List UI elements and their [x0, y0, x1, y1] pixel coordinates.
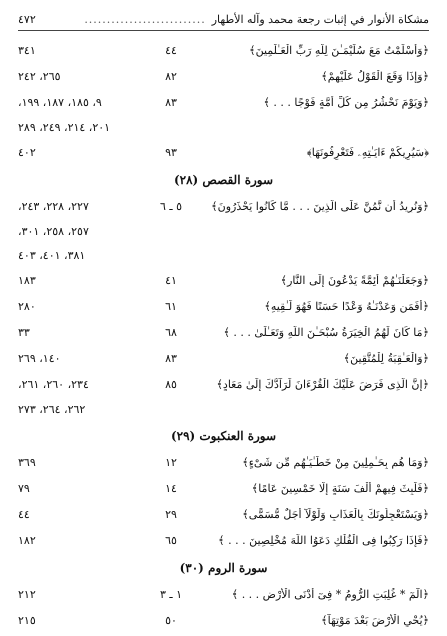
- verse-text: ﴿سَيُرِيكُمْ ءَايَـٰتِهِۦ فَتَعْرِفُونَهَا﴾: [306, 146, 429, 159]
- verse-number: ٦١: [165, 300, 177, 313]
- verse-number: ٥٠: [165, 614, 177, 627]
- verse-number: ٤١: [165, 274, 177, 287]
- verse-text: ﴿أَفَمَن وَعَدْنَـٰهُ وَعْدًا حَسَنًا فَهُوَ لَـٰقِيهِ﴾: [264, 300, 429, 313]
- verse-entry: [18, 478, 429, 504]
- verse-entry: [18, 142, 429, 168]
- verse-number: ٨٣: [165, 352, 177, 365]
- page-references: ٢١٢: [18, 588, 36, 601]
- surah-heading: [18, 556, 429, 584]
- page-references: ٩، ١٨٥، ١٨٧، ١٩٩،: [18, 96, 102, 109]
- page-references: ١٤٠، ٢٦٩: [18, 352, 61, 365]
- page-references: ٢٥٧، ٢٥٨، ٣٠١،: [18, 225, 89, 238]
- verse-number: ٦٥: [165, 534, 177, 547]
- verse-text: ﴿وَجَعَلْنَـٰهُمْ أَئِمَّةً يَدْعُونَ إِلَى النَّارِ﴾: [280, 274, 429, 287]
- verse-number: ٨٥: [165, 378, 177, 391]
- page-references: ١٨٢: [18, 534, 36, 547]
- verse-text: ﴿وَمَا هُم بِحَـٰمِلِينَ مِنْ خَطَـٰيَـٰهُم مِّن شَىْءٍ﴾: [242, 456, 429, 469]
- verse-entry: [18, 322, 429, 348]
- verse-entry: [18, 610, 429, 636]
- verse-number: ١ ـ ٣: [159, 588, 183, 601]
- verse-entry: [18, 584, 429, 610]
- surah-heading: [18, 168, 429, 196]
- header-title: مشكاة الأنوار في إثبات رجعة محمد وآله الأطهار: [211, 12, 429, 26]
- verse-entry: [18, 504, 429, 530]
- verse-entry: [18, 92, 429, 118]
- page-references: ٢٦٢، ٢٦٤، ٢٧٣: [18, 403, 86, 416]
- page-references: ٢٨٠: [18, 300, 36, 313]
- verse-number: ١٢: [165, 456, 177, 469]
- page-references: ١٨٣: [18, 274, 36, 287]
- page-number: ٤٧٢: [18, 12, 36, 26]
- verse-number: ٨٢: [165, 70, 177, 83]
- verse-text: ﴿فَإِذَا رَكِبُوا فِى الْفُلْكِ دَعَوُا اللَّهَ مُخْلِصِينَ . . . ﴾: [218, 534, 429, 547]
- verse-index-list: [18, 40, 429, 636]
- page-references: ٢٣٤، ٢٦٠، ٢٦١،: [18, 378, 89, 391]
- page-references: ٢٠١، ٢١٤، ٢٤٩، ٢٨٩: [18, 121, 111, 134]
- surah-title: سورة القصص (٢٨): [173, 173, 274, 187]
- verse-entry: [18, 270, 429, 296]
- page-references: ٤٤: [18, 508, 30, 521]
- verse-text: ﴿وَنُرِيدُ أَن نَّمُنَّ عَلَى الَّذِينَ . . . مَّا كَانُوا يَحْذَرُونَ﴾: [211, 200, 429, 213]
- surah-heading: [18, 424, 429, 452]
- verse-number: ٦٨: [165, 326, 177, 339]
- verse-entry: [18, 66, 429, 92]
- verse-number: ٤٤: [165, 44, 177, 57]
- page-refs-continuation: [18, 246, 429, 270]
- header-leader-dots: ...........................: [84, 12, 206, 26]
- surah-title: سورة العنكبوت (٢٩): [170, 429, 277, 443]
- verse-text: ﴿يُحْىِ الْأَرْضَ بَعْدَ مَوْتِهَآ﴾: [321, 614, 429, 627]
- verse-text: ﴿مَا كَانَ لَهُمُ الْخِيَرَةُ سُبْحَـٰنَ اللَّهِ وَتَعَـٰلَىٰ . . . ﴾: [223, 326, 429, 339]
- surah-title: سورة الروم (٣٠): [179, 561, 268, 575]
- verse-entry: [18, 374, 429, 400]
- verse-text: ﴿وَالْعَـٰقِبَةُ لِلْمُتَّقِينَ﴾: [343, 352, 429, 365]
- verse-number: ٩٣: [165, 146, 177, 159]
- verse-text: ﴿الٓمٓ * غُلِبَتِ الرُّومُ * فِىٓ أَدْنَى الْأَرْضِ . . . ﴾: [231, 588, 429, 601]
- verse-number: ٢٩: [165, 508, 177, 521]
- page-references: ٢١٥: [18, 614, 36, 627]
- verse-entry: [18, 348, 429, 374]
- verse-number: ٨٣: [165, 96, 177, 109]
- page-refs-continuation: [18, 118, 429, 142]
- verse-text: ﴿وَيَسْتَعْجِلُونَكَ بِالْعَذَابِ وَلَوْلَآ أَجَلٌ مُّسَمًّى﴾: [242, 508, 429, 521]
- verse-text: ﴿وَأَسْلَمْتُ مَعَ سُلَيْمَـٰنَ لِلَّهِ رَبِّ الْعَـٰلَمِينَ﴾: [249, 44, 429, 57]
- verse-number: ٥ ـ ٦: [159, 200, 183, 213]
- verse-entry: [18, 530, 429, 556]
- page-references: ٢٢٧، ٢٢٨، ٢٤٣،: [18, 200, 89, 213]
- verse-text: ﴿إِنَّ الَّذِى فَرَضَ عَلَيْكَ الْقُرْءَانَ لَرَآدُّكَ إِلَىٰ مَعَادٍ﴾: [216, 378, 429, 391]
- verse-entry: [18, 452, 429, 478]
- running-header: [18, 8, 429, 31]
- page-references: ٧٩: [18, 482, 30, 495]
- page-references: ٢٦٥، ٢٤٢: [18, 70, 61, 83]
- verse-text: ﴿وَإِذَا وَقَعَ الْقَوْلُ عَلَيْهِمْ﴾: [321, 70, 429, 83]
- verse-entry: [18, 296, 429, 322]
- verse-entry: [18, 40, 429, 66]
- verse-text: ﴿وَيَوْمَ نَحْشُرُ مِن كُلِّ أُمَّةٍ فَوْجًا . . . ﴾: [263, 96, 429, 109]
- verse-entry: [18, 196, 429, 222]
- page-references: ٣٤١: [18, 44, 36, 57]
- page-references: ٣٣: [18, 326, 30, 339]
- verse-number: ١٤: [165, 482, 177, 495]
- page-references: ٤٠٢: [18, 146, 36, 159]
- page-references: ٣٦٩: [18, 456, 36, 469]
- page-refs-continuation: [18, 222, 429, 246]
- page-references: ٣٨١، ٤٠١، ٤٠٣: [18, 249, 86, 262]
- page-refs-continuation: [18, 400, 429, 424]
- verse-text: ﴿فَلَبِثَ فِيهِمْ أَلْفَ سَنَةٍ إِلَّا خَمْسِينَ عَامًا﴾: [251, 482, 429, 495]
